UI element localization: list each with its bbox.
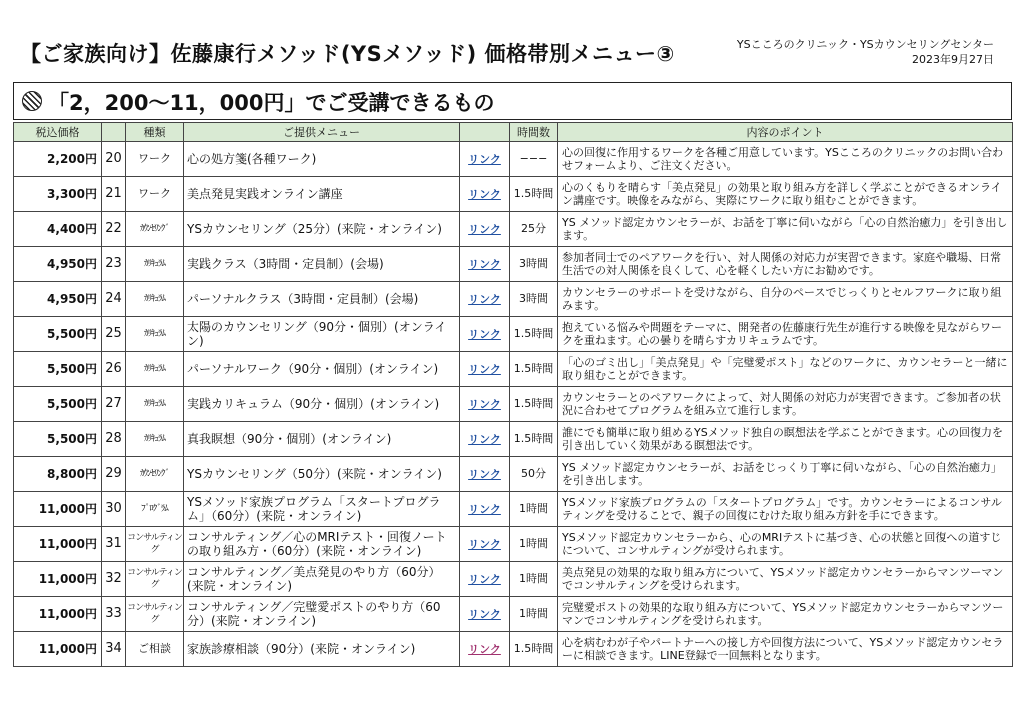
detail-link[interactable]: リンク bbox=[468, 642, 501, 656]
price-cell: 11,000円 bbox=[14, 562, 102, 597]
detail-link[interactable]: リンク bbox=[468, 292, 501, 306]
link-cell bbox=[460, 177, 510, 212]
menu-table-body bbox=[14, 142, 1013, 667]
column-header-type: 種類 bbox=[126, 123, 184, 142]
menu-name-cell: コンサルティング／完璧愛ポストのやり方（60分）(来院・オンライン) bbox=[184, 597, 460, 632]
price-cell: 11,000円 bbox=[14, 597, 102, 632]
table-row bbox=[14, 177, 1013, 212]
hours-cell: 25分 bbox=[510, 212, 558, 247]
table-header-row bbox=[14, 123, 1013, 142]
detail-link[interactable]: リンク bbox=[468, 537, 501, 551]
link-cell bbox=[460, 352, 510, 387]
item-number-cell: 27 bbox=[102, 387, 126, 422]
price-cell: 11,000円 bbox=[14, 527, 102, 562]
detail-link[interactable]: リンク bbox=[468, 502, 501, 516]
content-points-cell: 完璧愛ポストの効果的な取り組み方について、YSメソッド認定カウンセラーからマンツーマンでコンサルティングを受けられます。 bbox=[558, 597, 1013, 632]
item-number-cell: 23 bbox=[102, 247, 126, 282]
link-cell bbox=[460, 282, 510, 317]
item-number-cell: 30 bbox=[102, 492, 126, 527]
column-header-link bbox=[460, 123, 510, 142]
page-title: 【ご家族向け】佐藤康行メソッド(YSメソッド) 価格帯別メニュー③ bbox=[20, 42, 675, 66]
item-number-cell: 29 bbox=[102, 457, 126, 492]
content-points-cell: YS メソッド認定カウンセラーが、お話をじっくり丁寧に伺いながら、「心の自然治癒力」を引き出します。 bbox=[558, 457, 1013, 492]
table-row bbox=[14, 142, 1013, 177]
hours-cell: 1.5時間 bbox=[510, 352, 558, 387]
table-row bbox=[14, 247, 1013, 282]
detail-link[interactable]: リンク bbox=[468, 397, 501, 411]
link-cell bbox=[460, 527, 510, 562]
type-cell: ｶﾘｷｭﾗﾑ bbox=[126, 282, 184, 317]
link-cell bbox=[460, 562, 510, 597]
menu-name-cell: 実践カリキュラム（90分・個別）(オンライン) bbox=[184, 387, 460, 422]
item-number-cell: 25 bbox=[102, 317, 126, 352]
menu-name-cell: 真我瞑想（90分・個別）(オンライン) bbox=[184, 422, 460, 457]
detail-link[interactable]: リンク bbox=[468, 607, 501, 621]
link-cell bbox=[460, 317, 510, 352]
price-cell: 2,200円 bbox=[14, 142, 102, 177]
detail-link[interactable]: リンク bbox=[468, 362, 501, 376]
detail-link[interactable]: リンク bbox=[468, 467, 501, 481]
item-number-cell: 34 bbox=[102, 632, 126, 667]
item-number-cell: 31 bbox=[102, 527, 126, 562]
item-number-cell: 20 bbox=[102, 142, 126, 177]
type-cell: ｶﾘｷｭﾗﾑ bbox=[126, 317, 184, 352]
menu-name-cell: コンサルティング／美点発見のやり方（60分）(来院・オンライン) bbox=[184, 562, 460, 597]
type-cell: ｶｳﾝｾﾘﾝｸﾞ bbox=[126, 212, 184, 247]
content-points-cell: YSメソッド家族プログラムの「スタートプログラム」です。カウンセラーによるコンサルティングを受けることで、親子の回復にむけた取り組み方針を手にできます。 bbox=[558, 492, 1013, 527]
type-cell: ワーク bbox=[126, 142, 184, 177]
content-points-cell: YS メソッド認定カウンセラーが、お話を丁寧に伺いながら「心の自然治癒力」を引き出します。 bbox=[558, 212, 1013, 247]
link-cell bbox=[460, 387, 510, 422]
hours-cell: 3時間 bbox=[510, 247, 558, 282]
type-cell: ｶﾘｷｭﾗﾑ bbox=[126, 247, 184, 282]
price-cell: 11,000円 bbox=[14, 492, 102, 527]
document-date: 2023年9月27日 bbox=[912, 53, 994, 66]
price-cell: 5,500円 bbox=[14, 387, 102, 422]
menu-name-cell: パーソナルクラス（3時間・定員制）(会場) bbox=[184, 282, 460, 317]
link-cell bbox=[460, 492, 510, 527]
price-cell: 4,400円 bbox=[14, 212, 102, 247]
detail-link[interactable]: リンク bbox=[468, 187, 501, 201]
content-points-cell: 「心のゴミ出し」「美点発見」や「完璧愛ポスト」などのワークに、カウンセラーと一緒に取り組むことができます。 bbox=[558, 352, 1013, 387]
type-cell: ご相談 bbox=[126, 632, 184, 667]
menu-name-cell: 心の処方箋(各種ワーク) bbox=[184, 142, 460, 177]
type-cell: ｶﾘｷｭﾗﾑ bbox=[126, 387, 184, 422]
hours-cell: 1.5時間 bbox=[510, 317, 558, 352]
content-points-cell: 心のくもりを晴らす「美点発見」の効果と取り組み方を詳しく学ぶことができるオンライン講座です。映像をみながら、実際にワークに取り組むことができます。 bbox=[558, 177, 1013, 212]
hours-cell: 1.5時間 bbox=[510, 177, 558, 212]
price-cell: 4,950円 bbox=[14, 282, 102, 317]
link-cell bbox=[460, 142, 510, 177]
hours-cell: 1時間 bbox=[510, 597, 558, 632]
link-cell bbox=[460, 632, 510, 667]
menu-table bbox=[13, 122, 1013, 667]
detail-link[interactable]: リンク bbox=[468, 432, 501, 446]
item-number-cell: 33 bbox=[102, 597, 126, 632]
table-row bbox=[14, 527, 1013, 562]
organization-info bbox=[737, 37, 994, 67]
content-points-cell: カウンセラーとのペアワークによって、対人関係の対応力が実習できます。ご参加者の状況に合わせてプログラムを組み立て進行します。 bbox=[558, 387, 1013, 422]
menu-name-cell: YSカウンセリング（25分）(来院・オンライン) bbox=[184, 212, 460, 247]
hours-cell: 1時間 bbox=[510, 492, 558, 527]
link-cell bbox=[460, 597, 510, 632]
content-points-cell: カウンセラーのサポートを受けながら、自分のペースでじっくりとセルフワークに取り組みます。 bbox=[558, 282, 1013, 317]
type-cell: ﾌﾟﾛｸﾞﾗﾑ bbox=[126, 492, 184, 527]
content-points-cell: 心を病むわが子やパートナーへの接し方や回復方法について、YSメソッド認定カウンセラーに相談できます。LINE登録で一回無料となります。 bbox=[558, 632, 1013, 667]
item-number-cell: 26 bbox=[102, 352, 126, 387]
price-cell: 4,950円 bbox=[14, 247, 102, 282]
organization-name: YSこころのクリニック・YSカウンセリングセンター bbox=[736, 38, 994, 51]
type-cell: ワーク bbox=[126, 177, 184, 212]
menu-name-cell: パーソナルワーク（90分・個別）(オンライン) bbox=[184, 352, 460, 387]
table-row bbox=[14, 562, 1013, 597]
table-row bbox=[14, 387, 1013, 422]
table-row bbox=[14, 457, 1013, 492]
hours-cell: 1時間 bbox=[510, 562, 558, 597]
detail-link[interactable]: リンク bbox=[468, 152, 501, 166]
hours-cell: 3時間 bbox=[510, 282, 558, 317]
hatched-circle-icon bbox=[22, 91, 42, 111]
type-cell: コンサルティング bbox=[126, 527, 184, 562]
table-row bbox=[14, 492, 1013, 527]
type-cell: コンサルティング bbox=[126, 562, 184, 597]
column-header-points: 内容のポイント bbox=[558, 123, 1013, 142]
table-row bbox=[14, 352, 1013, 387]
table-row bbox=[14, 282, 1013, 317]
content-points-cell: 誰にでも簡単に取り組めるYSメソッド独自の瞑想法を学ぶことができます。心の回復力を引き出していく効果がある瞑想法です。 bbox=[558, 422, 1013, 457]
column-header-number bbox=[102, 123, 126, 142]
item-number-cell: 24 bbox=[102, 282, 126, 317]
item-number-cell: 28 bbox=[102, 422, 126, 457]
menu-name-cell: コンサルティング／心のMRIテスト・回復ノートの取り組み方・（60分）(来院・オンライン) bbox=[184, 527, 460, 562]
link-cell bbox=[460, 247, 510, 282]
type-cell: コンサルティング bbox=[126, 597, 184, 632]
price-cell: 5,500円 bbox=[14, 352, 102, 387]
column-header-menu: ご提供メニュー bbox=[184, 123, 460, 142]
column-header-price: 税込価格 bbox=[14, 123, 102, 142]
content-points-cell: 美点発見の効果的な取り組み方について、YSメソッド認定カウンセラーからマンツーマンでコンサルティングを受けられます。 bbox=[558, 562, 1013, 597]
menu-name-cell: 実践クラス（3時間・定員制）(会場) bbox=[184, 247, 460, 282]
link-cell bbox=[460, 422, 510, 457]
table-row bbox=[14, 632, 1013, 667]
menu-name-cell: 太陽のカウンセリング（90分・個別）(オンライン) bbox=[184, 317, 460, 352]
price-cell: 8,800円 bbox=[14, 457, 102, 492]
hours-cell: −−− bbox=[510, 142, 558, 177]
content-points-cell: 参加者同士でのペアワークを行い、対人関係の対応力が実習できます。家庭や職場、日常生活での対人関係を良くして、心を軽くしたい方にお勧めです。 bbox=[558, 247, 1013, 282]
type-cell: ｶﾘｷｭﾗﾑ bbox=[126, 422, 184, 457]
content-points-cell: 心の回復に作用するワークを各種ご用意しています。YSこころのクリニックのお問い合わせフォームより、ご注文ください。 bbox=[558, 142, 1013, 177]
price-cell: 3,300円 bbox=[14, 177, 102, 212]
content-points-cell: YSメソッド認定カウンセラーから、心のMRIテストに基づき、心の状態と回復への道すじについて、コンサルティングが受けられます。 bbox=[558, 527, 1013, 562]
column-header-hours: 時間数 bbox=[510, 123, 558, 142]
item-number-cell: 22 bbox=[102, 212, 126, 247]
table-row bbox=[14, 597, 1013, 632]
table-row bbox=[14, 317, 1013, 352]
hours-cell: 1時間 bbox=[510, 527, 558, 562]
table-row bbox=[14, 212, 1013, 247]
menu-name-cell: 家族診療相談（90分）(来院・オンライン) bbox=[184, 632, 460, 667]
table-row bbox=[14, 422, 1013, 457]
hours-cell: 50分 bbox=[510, 457, 558, 492]
item-number-cell: 21 bbox=[102, 177, 126, 212]
detail-link[interactable]: リンク bbox=[468, 257, 501, 271]
section-heading: 「2，200〜11，000円」でご受講できるもの bbox=[48, 91, 495, 115]
price-cell: 11,000円 bbox=[14, 632, 102, 667]
link-cell bbox=[460, 457, 510, 492]
item-number-cell: 32 bbox=[102, 562, 126, 597]
detail-link[interactable]: リンク bbox=[468, 222, 501, 236]
hours-cell: 1.5時間 bbox=[510, 422, 558, 457]
menu-name-cell: YSカウンセリング（50分）(来院・オンライン) bbox=[184, 457, 460, 492]
hours-cell: 1.5時間 bbox=[510, 632, 558, 667]
hours-cell: 1.5時間 bbox=[510, 387, 558, 422]
price-cell: 5,500円 bbox=[14, 422, 102, 457]
menu-name-cell: YSメソッド家族プログラム「スタートプログラム」（60分）(来院・オンライン) bbox=[184, 492, 460, 527]
link-cell bbox=[460, 212, 510, 247]
content-points-cell: 抱えている悩みや問題をテーマに、開発者の佐藤康行先生が進行する映像を見ながらワークを重ねます。心の曇りを晴らすカリキュラムです。 bbox=[558, 317, 1013, 352]
detail-link[interactable]: リンク bbox=[468, 572, 501, 586]
type-cell: ｶﾘｷｭﾗﾑ bbox=[126, 352, 184, 387]
type-cell: ｶｳﾝｾﾘﾝｸﾞ bbox=[126, 457, 184, 492]
detail-link[interactable]: リンク bbox=[468, 327, 501, 341]
price-range-section bbox=[13, 82, 1012, 120]
menu-name-cell: 美点発見実践オンライン講座 bbox=[184, 177, 460, 212]
price-cell: 5,500円 bbox=[14, 317, 102, 352]
